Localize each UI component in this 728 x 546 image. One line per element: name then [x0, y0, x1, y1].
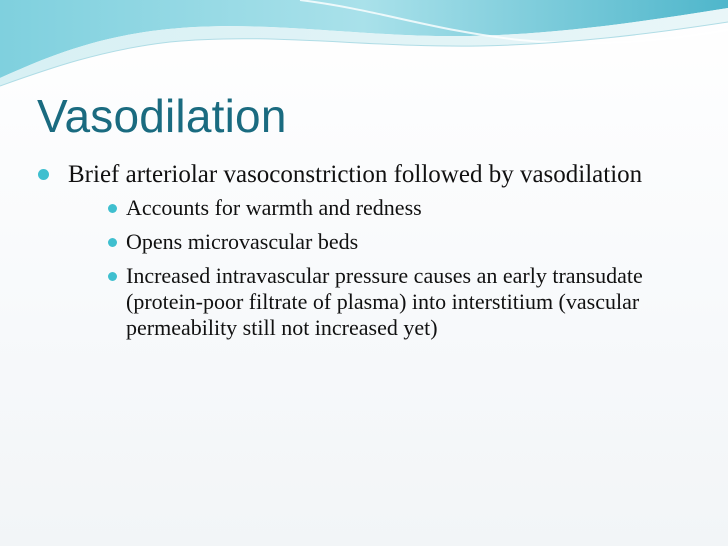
- bullet-dot-icon: [38, 169, 49, 180]
- sub-bullet-dot-icon: [108, 238, 117, 247]
- sub-bullet-item: [68, 229, 678, 255]
- sub-bullet-dot-icon: [108, 204, 117, 213]
- sub-bullet-text: Opens microvascular beds: [126, 229, 359, 254]
- sub-bullet-item: [68, 195, 678, 221]
- sub-bullet-dot-icon: [108, 272, 117, 281]
- sub-bullet-text: Accounts for warmth and redness: [126, 195, 422, 220]
- bullet-text: Brief arteriolar vasoconstriction followed by vasodilation: [68, 161, 643, 188]
- sub-bullet-text: Increased intravascular pressure causes an early transudate (protein-poor filtrate of plasma) into interstitium (vascular permeability still not increased yet): [126, 263, 643, 340]
- sub-bullet-item: [68, 263, 678, 341]
- slide-title: Vasodilation: [37, 90, 287, 142]
- bullet-item: [38, 159, 678, 341]
- bullet-list: [38, 159, 678, 349]
- sub-bullet-list: [68, 195, 678, 341]
- header-wave-decoration: [0, 0, 728, 95]
